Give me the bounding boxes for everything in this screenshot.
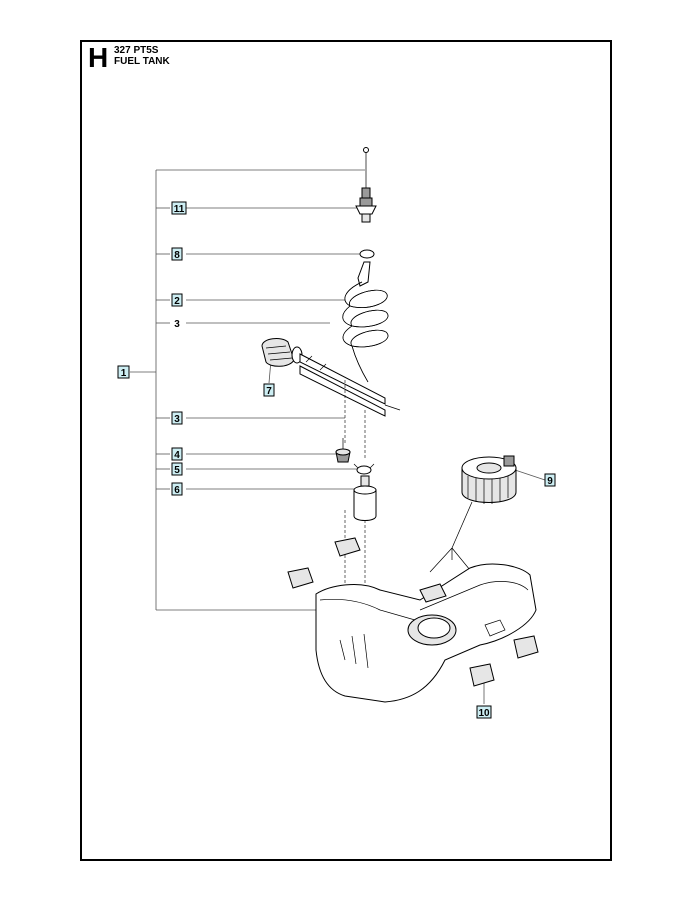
fuel-tank-part [316, 564, 536, 702]
callout-label: 5 [174, 465, 180, 476]
model-label: 327 PT5S [114, 45, 159, 56]
callout-3-plain [174, 319, 180, 330]
callout-label: 7 [266, 386, 272, 397]
callout-2 [172, 294, 182, 307]
callout-label: 4 [174, 450, 180, 461]
section-letter: H [88, 42, 109, 73]
callout-label: 3 [174, 319, 180, 330]
callout-label: 6 [174, 485, 180, 496]
fuel-cap-part [430, 456, 516, 572]
callout-label: 1 [120, 368, 127, 379]
coiled-hose-part [343, 262, 388, 382]
callout-4 [172, 448, 182, 461]
callout-10 [477, 706, 491, 719]
callout-5 [172, 463, 182, 476]
primer-bulb-part [262, 339, 400, 416]
hose-clamp-part [354, 464, 374, 474]
callout-label: 3 [174, 414, 180, 425]
page-title: FUEL TANK [114, 56, 170, 67]
callout-7 [264, 384, 274, 397]
grommet-part [336, 438, 350, 462]
callout-3 [172, 412, 182, 425]
callout-label: 10 [478, 708, 490, 719]
callout-label: 9 [547, 476, 553, 487]
callout-label: 2 [174, 296, 180, 307]
o-ring-part [360, 250, 374, 258]
callout-8 [172, 248, 182, 261]
callout-label: 8 [174, 250, 180, 261]
callout-label: 11 [173, 204, 185, 215]
callout-11 [172, 202, 186, 215]
callout-6 [172, 483, 182, 496]
callout-9 [545, 474, 555, 487]
callout-1 [118, 366, 129, 379]
vent-valve-part [356, 148, 376, 223]
group-bracket [130, 170, 365, 610]
fuel-filter-part [354, 476, 376, 521]
